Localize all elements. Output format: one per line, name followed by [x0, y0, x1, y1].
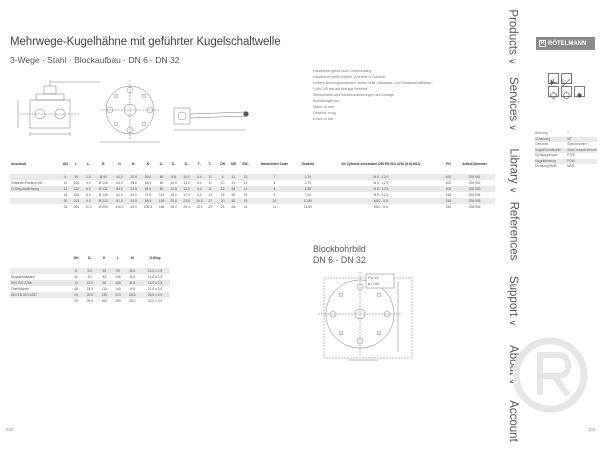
block-diagram-title	[313, 244, 366, 266]
table-cell: 208 901	[454, 174, 495, 180]
chevron-down-icon: ∨	[508, 319, 519, 327]
nav-account-label: Account	[507, 400, 519, 442]
table-cell: 21.5	[180, 198, 193, 204]
table-cell: 41	[231, 181, 236, 185]
table-cell: 33.0 x 3.0	[147, 299, 163, 303]
table-cell: M12	[129, 299, 136, 303]
table-cell: Ø 90	[95, 174, 112, 180]
table-cell: 11	[206, 174, 215, 180]
note-line: weitere Bohrungsvarianten: siehe Seite „Standard- und Sonderschaltbilder“	[313, 81, 433, 85]
table-header-cell: DN	[63, 162, 68, 166]
table-cell: 25	[220, 205, 225, 209]
table-cell: 17	[206, 198, 215, 204]
property-value: T	[567, 131, 570, 135]
flow-symbol-icon	[561, 73, 572, 84]
table-cell: 64.5	[140, 186, 156, 192]
table-header-cell: PN	[446, 162, 451, 166]
property-key: Bohrung	[535, 131, 548, 135]
table-cell: 110	[101, 287, 107, 291]
table-cell: 208 902	[468, 181, 481, 185]
table-header-cell: Gewicht	[301, 162, 315, 166]
table-cell: 12	[239, 174, 252, 180]
table-cell: 19	[239, 198, 252, 204]
valve-front-drawing	[100, 80, 170, 150]
table-cell: 11	[208, 181, 212, 185]
property-value: NBR	[567, 164, 574, 168]
table-header-cell: K	[103, 256, 106, 260]
nav-support[interactable]	[497, 272, 529, 330]
table-cell: 80	[159, 181, 164, 185]
table-cell: 50.0	[140, 174, 156, 180]
page-number-left: 100	[6, 427, 14, 432]
table-header-cell: SW₁	[242, 162, 249, 166]
property-value: Stahl brüniert	[567, 142, 587, 146]
table-header-cell: Hand-hebel Code	[260, 162, 288, 166]
table-cell: Ø 213	[95, 198, 112, 204]
table-cell: 106	[115, 275, 121, 279]
table-cell: 13.0	[183, 181, 190, 185]
nav-references-label: References	[507, 201, 519, 261]
table-cell: 208 903	[454, 186, 495, 192]
table-header-cell	[10, 256, 70, 268]
table-cell: Ø 145	[98, 193, 108, 197]
table-cell: 24	[243, 205, 248, 209]
table-cell: 6.4	[193, 186, 206, 192]
table-cell: 17.0	[183, 193, 190, 197]
table-cell: 135	[98, 292, 112, 298]
table-cell: DIN EN ISO 4287	[10, 292, 70, 298]
table-cell: 10.5	[193, 198, 206, 204]
table-cell: 25	[63, 205, 68, 209]
table-cell: 9.0	[82, 198, 95, 204]
table-cell: 31	[228, 174, 239, 180]
table-cell: 10.0	[85, 205, 92, 209]
note-line: Druck: in bar	[313, 117, 334, 121]
table-cell: 20.5	[167, 198, 180, 204]
table-cell: 6.4	[193, 174, 206, 180]
table-cell: 10	[220, 181, 225, 185]
table-cell: 10.5	[170, 181, 177, 185]
note-line: ¹) bis 100 bar auf Anfrage lieferbar	[313, 87, 368, 91]
property-value: Stahl, hartverchromt	[567, 147, 597, 152]
block-title-text: Blockbohrbild	[313, 244, 366, 254]
table-cell: 26.0	[170, 205, 177, 209]
table-cell: 208 905	[454, 198, 495, 204]
table-cell: 16.60	[303, 205, 312, 209]
table-row	[10, 298, 170, 304]
table-cell: 12.0 x 2.5	[140, 268, 170, 274]
table-cell: 213	[111, 292, 125, 298]
table-cell: 250	[115, 299, 121, 303]
property-key: Dichtung/Welle	[535, 164, 558, 168]
table-cell: 21.5	[127, 186, 140, 192]
table-header-cell: D₁	[88, 256, 92, 260]
tolerance-annotation: ⌀ 0.06	[368, 281, 380, 286]
table-cell: Abgeschlossene	[11, 275, 36, 279]
table-cell: 65	[231, 205, 236, 209]
table-cell: 145	[115, 287, 121, 291]
property-value: POM	[567, 158, 575, 163]
valve-symbol-icon	[548, 73, 559, 84]
table-cell: 16.0 x 2.5	[140, 280, 170, 286]
table-cell: DIN ISO 2768	[10, 280, 70, 286]
table-cell: 132	[71, 186, 82, 192]
valve-side-drawing	[10, 72, 100, 142]
table-header-cell: K	[146, 162, 150, 166]
table-cell: 400	[445, 181, 452, 185]
table-cell: 25.5	[86, 299, 94, 303]
table-cell: Ø 106	[98, 181, 108, 185]
table-cell: 10	[63, 181, 68, 185]
table-header-cell: L	[116, 256, 119, 260]
table-cell: 12	[60, 186, 70, 192]
table-header-cell: M	[131, 256, 134, 260]
table-cell: 20	[208, 205, 212, 209]
property-row	[535, 164, 597, 170]
table-cell: 106	[73, 181, 80, 185]
table-cell: M 8	[125, 280, 140, 286]
table-cell: 106	[111, 280, 125, 286]
table-header-cell: D₁	[159, 162, 164, 166]
table-cell: 40.0	[112, 174, 128, 180]
table-cell: 9	[273, 193, 276, 197]
table-cell: 250	[73, 205, 80, 209]
table-cell: Oberflächen	[11, 287, 29, 291]
table-cell: 10.80	[297, 198, 320, 204]
table-cell: M10	[125, 292, 140, 298]
table-cell: 166	[158, 205, 165, 209]
table-header-cell: T₁	[197, 162, 202, 166]
nav-products-label: Products	[507, 9, 519, 55]
table-cell: 10	[252, 198, 296, 204]
table-cell: 89.0	[140, 198, 156, 204]
table-cell: 13.0	[196, 205, 203, 209]
table-cell: 8.5	[167, 174, 180, 180]
table-cell: 208 906	[468, 205, 481, 209]
table-cell: 6.4	[197, 181, 202, 185]
table-cell: 14	[243, 181, 248, 185]
table-cell: 6	[217, 174, 227, 180]
watermark-logo	[510, 330, 590, 420]
table-cell: M 6	[125, 268, 140, 274]
table-cell: 16	[220, 193, 225, 197]
brand-mark-icon: R	[540, 40, 545, 46]
table-cell: 45.0	[130, 193, 137, 197]
table-cell: 83	[102, 275, 107, 279]
table-cell: 8	[252, 186, 296, 192]
table-cell: M 6	[129, 275, 136, 279]
table-cell: 50	[231, 193, 236, 197]
chevron-down-icon: ∨	[508, 124, 518, 131]
table-cell: 20	[70, 292, 82, 298]
table-cell: O-Ring-Abdichtung	[10, 186, 60, 192]
table-cell: 135	[156, 198, 167, 204]
page-title: Mehrwege-Kugelhähne mit geführter Kugelschaltwelle	[10, 36, 281, 48]
nav-support-label: Support	[507, 275, 520, 317]
table-cell: M10 - 8.8	[319, 198, 442, 204]
table-header-cell: SW	[230, 162, 236, 166]
table-header-cell: DN	[73, 256, 79, 260]
block-subtitle-text: DN 6 - DN 32	[313, 255, 366, 265]
table-header-cell: D₃	[184, 162, 189, 166]
nav-services[interactable]	[497, 72, 529, 136]
table-cell: 208 904	[468, 193, 481, 197]
shift-symbol-icon	[548, 86, 559, 97]
table-cell: 90	[111, 268, 125, 274]
table-header-cell: B	[102, 162, 105, 166]
chevron-down-icon: ∨	[508, 58, 518, 65]
table-cell: 69	[156, 174, 167, 180]
chevron-down-icon: ∨	[508, 186, 519, 194]
table-cell: 6	[60, 174, 70, 180]
table-header-cell: D₂	[171, 162, 176, 166]
table-cell: 4.0	[86, 181, 91, 185]
table-header-cell: H	[118, 162, 121, 166]
table-cell: 7	[252, 174, 296, 180]
table-cell: 2.5	[82, 174, 95, 180]
note-line: Handhebel siehe Kapitel „Antriebe & Zubehör“	[313, 75, 387, 79]
table-cell: 12	[70, 280, 82, 286]
table-cell: 16	[74, 287, 78, 291]
table-header-cell: für Zylinder-schrauben DIN EN ISO 4762 (8.8) M12)	[341, 162, 421, 166]
brand-name: RÖTELMANN	[548, 40, 587, 47]
property-key: Kugeldichtung	[535, 158, 556, 163]
table-cell: 260	[101, 299, 108, 303]
note-line: Stellantriebe und Sonderausführungen auf Anfrage	[313, 93, 394, 97]
table-cell: 65	[98, 280, 112, 286]
table-cell: M 8	[129, 287, 136, 291]
table-cell: 20	[60, 198, 70, 204]
table-header-cell: DN	[220, 162, 225, 166]
flange-table	[10, 256, 170, 304]
property-value: PTFE	[567, 153, 576, 157]
table-cell: 14.0 x 2.5	[147, 275, 163, 279]
table-cell: 50	[228, 198, 239, 204]
table-cell: 6.0	[82, 268, 97, 274]
table-header-row	[10, 256, 170, 268]
table-cell: 106.0	[115, 205, 124, 209]
property-key: Gehäuse	[535, 142, 549, 146]
brand-logo	[536, 37, 595, 50]
table-cell: 315	[443, 198, 454, 204]
table-cell: 4.58	[297, 186, 320, 192]
table-cell: 13.0	[180, 186, 193, 192]
table-cell: 145	[73, 193, 80, 197]
table-cell: 54.0	[116, 181, 123, 185]
table-cell: 16	[63, 193, 68, 197]
table-header-cell: L	[75, 162, 78, 166]
table-cell: 16.0	[170, 193, 177, 197]
table-cell: 25.0	[130, 181, 137, 185]
table-cell: 7.00	[304, 193, 312, 197]
table-cell	[10, 298, 70, 304]
table-cell: 25	[74, 299, 78, 303]
table-cell: 6.0	[82, 186, 95, 192]
table-cell: 14	[239, 186, 252, 192]
table-cell: 22.0 x 3.0	[147, 287, 163, 291]
table-cell: 25.0 x 3.5	[140, 292, 170, 298]
property-value: 90°	[567, 136, 572, 141]
nav-products[interactable]	[497, 8, 529, 66]
table-cell: 20	[217, 198, 227, 204]
table-cell: Ø 132	[95, 186, 112, 192]
table-cell: M 6 - 12.9	[319, 174, 442, 180]
table-cell: 26.0	[183, 205, 190, 209]
table-cell: 62.0	[130, 205, 137, 209]
nav-references[interactable]	[497, 200, 529, 262]
table-cell	[10, 204, 60, 210]
note-line: Gewicht: in kg	[313, 111, 336, 115]
table-row	[10, 204, 495, 210]
table-cell: 400	[443, 186, 454, 192]
table-cell: 2.70	[304, 181, 312, 185]
table-cell: 12.5	[167, 186, 180, 192]
table-cell: 64.0	[116, 193, 123, 197]
table-cell: 1.74	[297, 174, 320, 180]
table-cell: 20.0	[82, 292, 97, 298]
rotation-symbol-icon	[561, 86, 572, 97]
table-cell: 8.0	[87, 275, 93, 279]
table-cell: 11	[272, 205, 277, 209]
table-cell: 65	[98, 268, 112, 274]
table-cell: M 8 - 12.9	[373, 193, 389, 197]
table-cell: 20.0	[127, 174, 140, 180]
table-cell: 106.5	[143, 205, 153, 209]
property-key: Kugel/Schaltwelle	[535, 147, 562, 152]
table-cell: 10	[74, 275, 78, 279]
table-cell: 64.5	[144, 181, 152, 185]
table-cell: 8	[273, 181, 276, 185]
table-cell: 250	[445, 205, 452, 209]
table-cell: 12	[217, 186, 227, 192]
table-header-cell: L₁	[86, 162, 91, 166]
table-cell: 6	[70, 268, 82, 274]
table-cell: 19	[243, 193, 248, 197]
property-key: Schaltweg	[535, 136, 551, 141]
table-cell: 80	[156, 186, 167, 192]
table-cell: 34.5	[127, 198, 140, 204]
table-cell: M 6 - 12.9	[373, 181, 389, 185]
nav-library[interactable]	[497, 144, 529, 198]
nav-about-label: About	[507, 345, 520, 376]
table-cell: 15.0	[86, 287, 94, 291]
table-cell: 10.0	[180, 174, 193, 180]
table-cell: 115	[158, 193, 165, 197]
technical-notes	[313, 68, 453, 122]
table-cell: 8.0	[86, 193, 91, 197]
table-cell: 12.5	[82, 280, 97, 286]
table-cell: 400	[443, 174, 454, 180]
page-subtitle: 3-Wege · Stahl · Blockaufbau · DN 6 - DN 32	[10, 55, 180, 65]
note-line: Handhebel gehört zum Lieferumfang.	[313, 69, 373, 73]
material-properties	[535, 131, 597, 170]
note-line: Maße: in mm	[313, 105, 334, 109]
hand-lever-drawing	[170, 90, 250, 140]
table-header-row	[10, 162, 495, 174]
table-cell: M12 - 8.8	[373, 205, 388, 209]
table-cell: 213	[71, 198, 82, 204]
table-cell: 315	[445, 193, 452, 197]
table-cell: 8.5	[197, 193, 202, 197]
table-cell: 11	[206, 186, 215, 192]
nav-services-label: Services	[507, 77, 519, 122]
table-header-cell: H₁	[131, 162, 136, 166]
roughness-annotation: Ra 16	[368, 275, 379, 280]
table-header-cell: Anschluß	[11, 162, 27, 166]
table-cell: Gewinde-Flansch mit	[11, 181, 42, 185]
note-line: Bestellungen an:	[313, 99, 340, 103]
nav-library-label: Library	[507, 148, 520, 184]
table-header-cell: T₂	[208, 162, 212, 166]
table-cell: 76.5	[144, 193, 152, 197]
dimension-table	[10, 162, 495, 210]
settings-symbol-icon	[574, 86, 585, 97]
page-number-right: 101	[588, 427, 596, 432]
table-cell: 90	[71, 174, 82, 180]
table-header-cell: Artikel-Nummer	[462, 162, 487, 166]
table-cell: 13	[208, 193, 212, 197]
table-cell: 81.0	[112, 198, 128, 204]
table-header-cell: O-Ring	[149, 256, 161, 260]
property-key: Dichtung/Kugel	[535, 153, 558, 157]
table-cell: M 8 - 12.9	[319, 186, 442, 192]
table-cell: 54.0	[112, 186, 128, 192]
table-cell: Ø 250	[98, 205, 108, 209]
chevron-down-icon: ∨	[508, 378, 519, 385]
table-cell: 36	[228, 186, 239, 192]
